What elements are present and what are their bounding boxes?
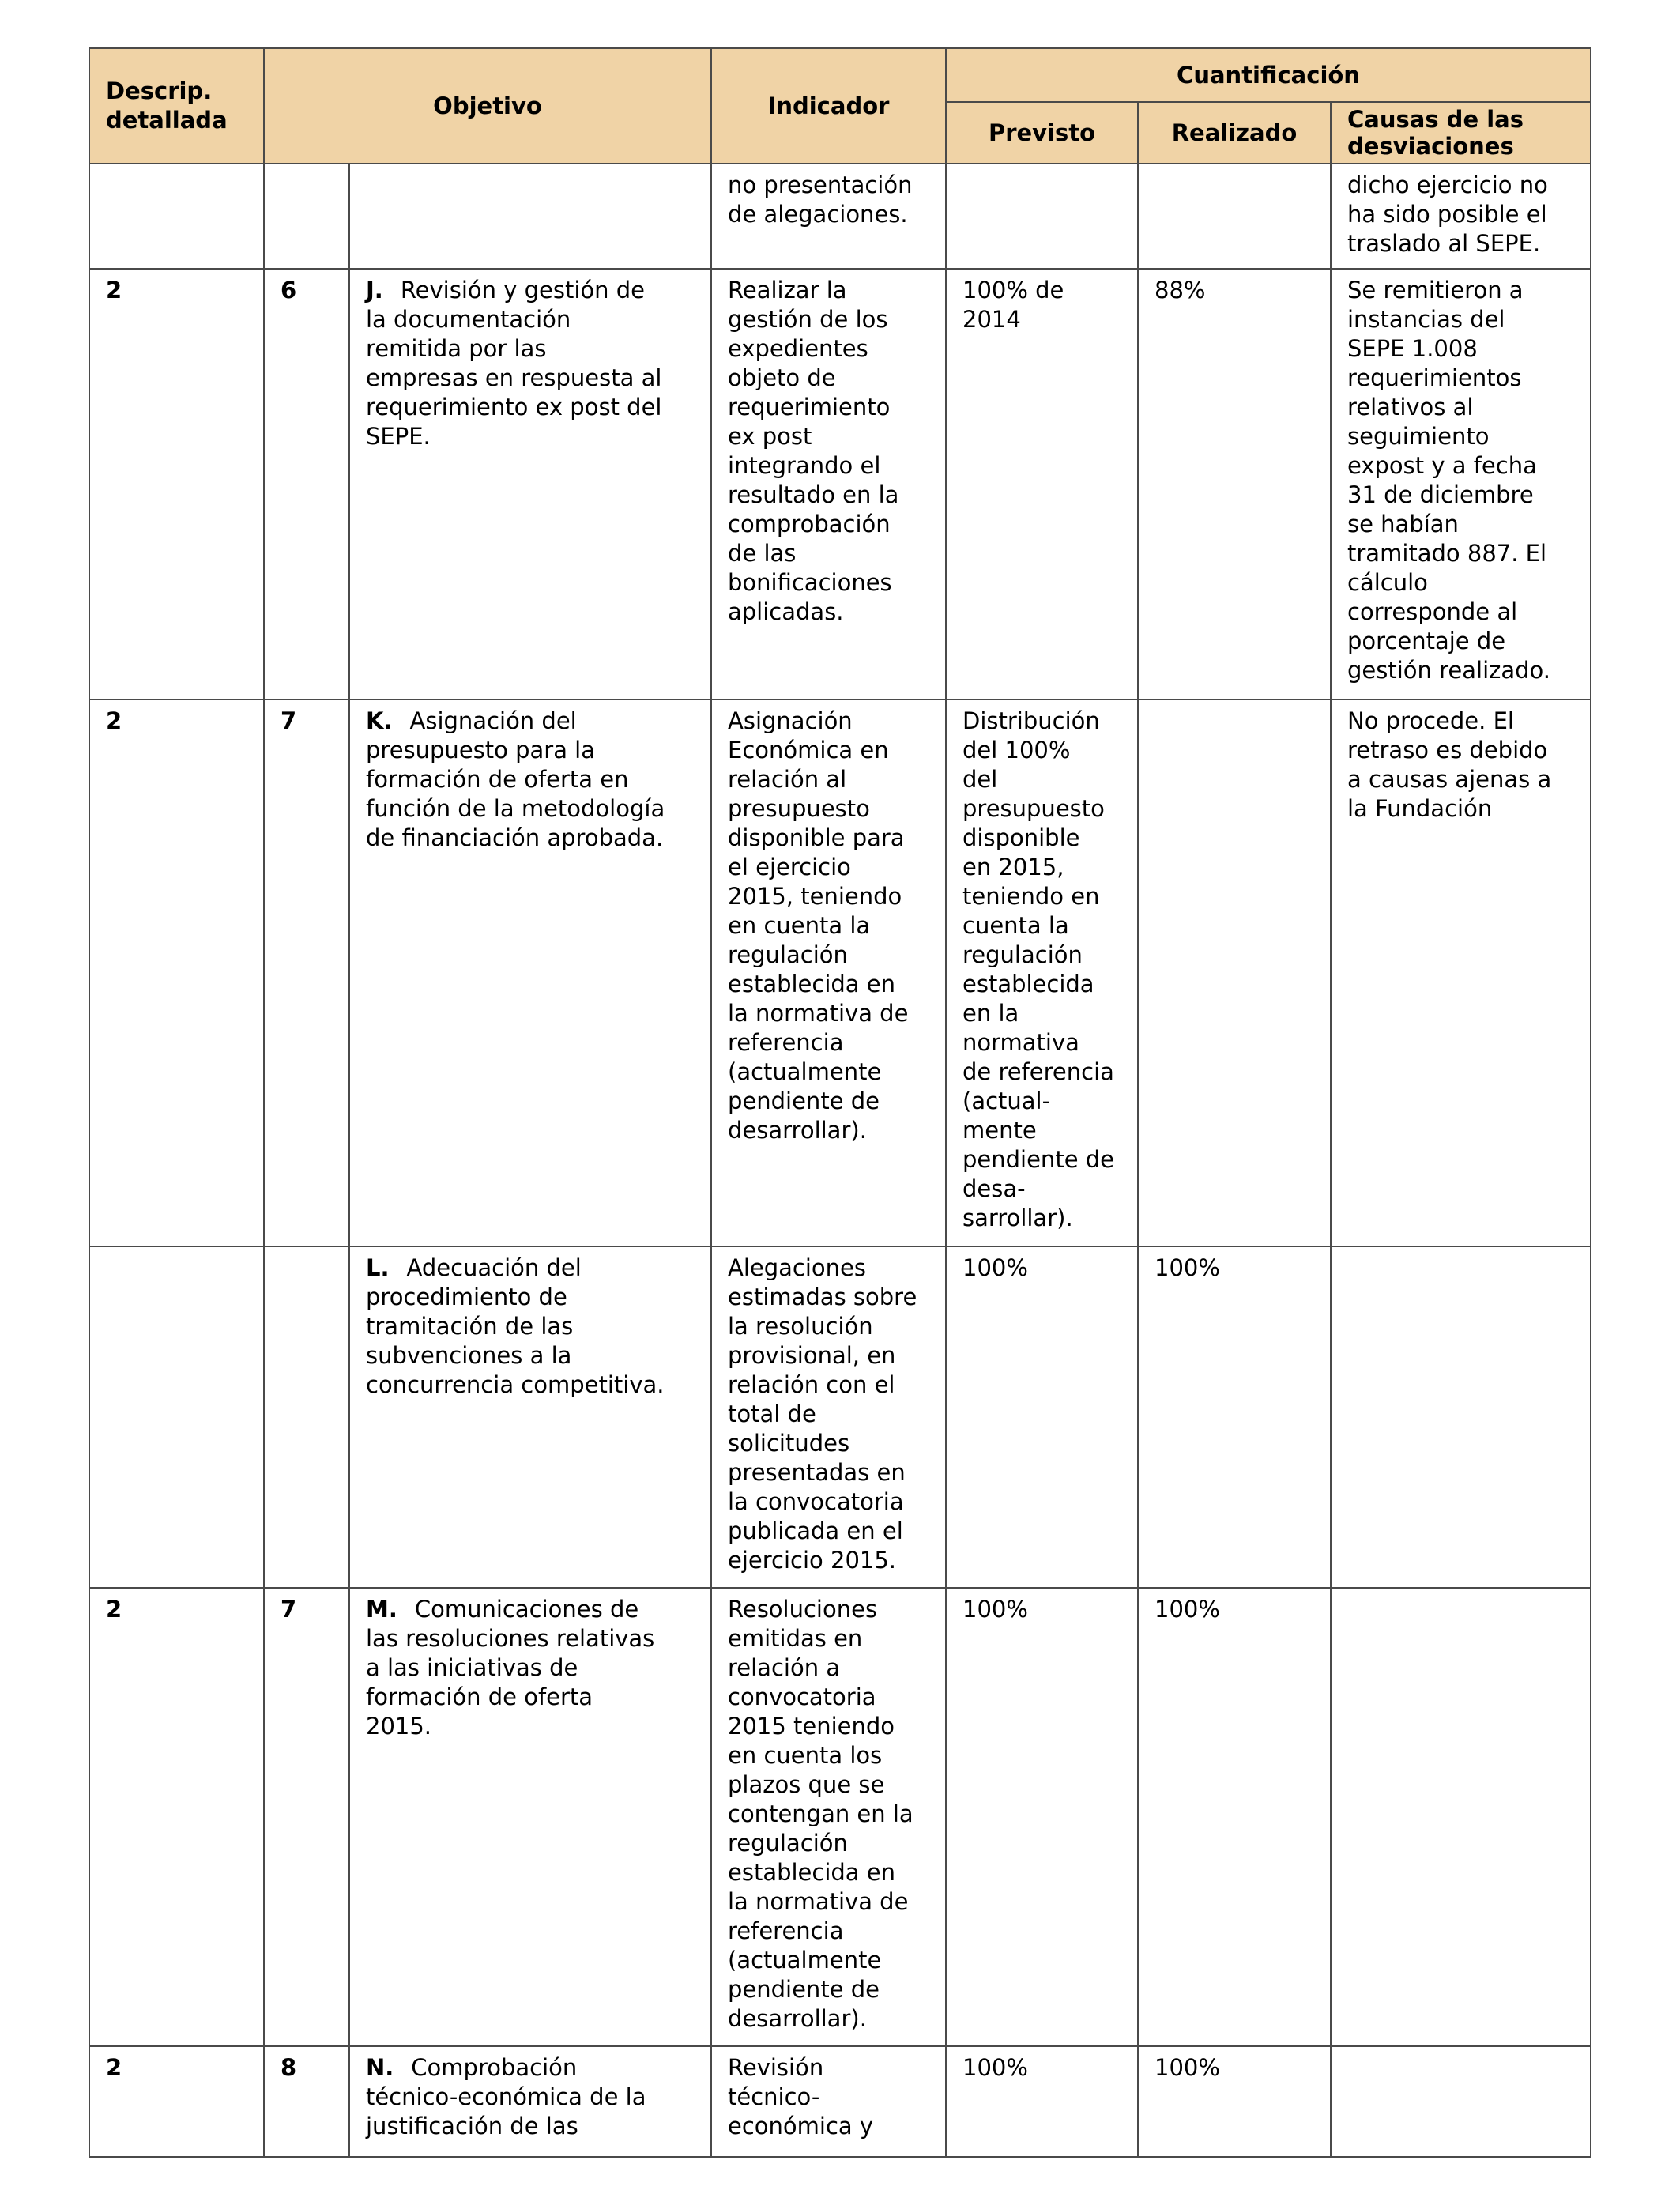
cell-objetivo <box>349 164 711 269</box>
cell-objetivo <box>349 1588 711 2046</box>
cell-previsto: Distribución del 100% del presupuesto disponible en 2015, teniendo en cuenta la regulación establecida en la normativa de referencia (actual- mente pendiente de desa- sarrollar). <box>946 699 1138 1246</box>
table-body <box>89 164 1591 2157</box>
cell-realizado: 100% <box>1138 2046 1331 2157</box>
cell-realizado: 100% <box>1138 1246 1331 1588</box>
cell-realizado: 88% <box>1138 269 1331 699</box>
cell-objetivo <box>349 1246 711 1588</box>
cell-descrip: 2 <box>89 1588 264 2046</box>
table-row <box>89 2046 1591 2157</box>
header-previsto: Previsto <box>946 102 1138 164</box>
table-row <box>89 269 1591 699</box>
cell-realizado <box>1138 699 1331 1246</box>
header-realizado: Realizado <box>1138 102 1331 164</box>
cell-indicador: Realizar la gestión de los expedientes objeto de requerimiento ex post integrando el resultado en la comprobación de las bonificaciones aplicadas. <box>711 269 946 699</box>
cell-indicador: no presentación de alegaciones. <box>711 164 946 269</box>
header-indicador: Indicador <box>711 48 946 164</box>
objective-text: Asignación del presupuesto para la formación de oferta en función de la metodología de financiación aprobada. <box>366 707 665 851</box>
objective-text: Comunicaciones de las resoluciones relativas a las iniciativas de formación de oferta 2015. <box>366 1596 655 1740</box>
cell-number: 7 <box>264 699 349 1246</box>
cell-causas <box>1331 1588 1591 2046</box>
cell-descrip <box>89 164 264 269</box>
header-causas: Causas de las desviaciones <box>1331 102 1591 164</box>
cell-descrip <box>89 1246 264 1588</box>
cell-descrip: 2 <box>89 699 264 1246</box>
cell-previsto <box>946 164 1138 269</box>
objective-letter: N. <box>366 2054 394 2081</box>
header-cuantificacion: Cuantificación <box>946 48 1591 102</box>
cell-realizado: 100% <box>1138 1588 1331 2046</box>
cell-objetivo <box>349 699 711 1246</box>
objectives-table <box>89 47 1591 2158</box>
cell-previsto: 100% de 2014 <box>946 269 1138 699</box>
objective-text: Comprobación técnico-económica de la justificación de las <box>366 2054 646 2139</box>
table-row <box>89 699 1591 1246</box>
cell-causas <box>1331 2046 1591 2157</box>
cell-number: 7 <box>264 1588 349 2046</box>
cell-causas: No procede. El retraso es debido a causas ajenas a la Fundación <box>1331 699 1591 1246</box>
cell-causas: dicho ejercicio no ha sido posible el traslado al SEPE. <box>1331 164 1591 269</box>
objective-letter: J. <box>366 277 383 303</box>
table-row <box>89 164 1591 269</box>
cell-number: 8 <box>264 2046 349 2157</box>
header-descrip: Descrip. detallada <box>89 48 264 164</box>
cell-objetivo <box>349 269 711 699</box>
cell-previsto: 100% <box>946 1588 1138 2046</box>
objective-letter: K. <box>366 707 393 734</box>
cell-causas: Se remitieron a instancias del SEPE 1.008 requerimientos relativos al seguimiento expost y a fecha 31 de diciembre se habían tramitado 887. El cálculo corresponde al porcentaje de gestión realizado. <box>1331 269 1591 699</box>
cell-indicador: Resoluciones emitidas en relación a convocatoria 2015 teniendo en cuenta los plazos que se contengan en la regulación establecida en la normativa de referencia (actualmente pendiente de desarrollar). <box>711 1588 946 2046</box>
objective-text: Adecuación del procedimiento de tramitación de las subvenciones a la concurrencia competitiva. <box>366 1254 665 1398</box>
objective-text: Revisión y gestión de la documentación remitida por las empresas en respuesta al requerimiento ex post del SEPE. <box>366 277 662 450</box>
cell-indicador: Asignación Económica en relación al presupuesto disponible para el ejercicio 2015, teniendo en cuenta la regulación establecida en la normativa de referencia (actualmente pendiente de desarrollar). <box>711 699 946 1246</box>
table-row <box>89 1246 1591 1588</box>
objective-letter: M. <box>366 1596 397 1623</box>
cell-causas <box>1331 1246 1591 1588</box>
cell-number <box>264 164 349 269</box>
header-row <box>89 48 1591 102</box>
cell-realizado <box>1138 164 1331 269</box>
cell-descrip: 2 <box>89 2046 264 2157</box>
header-objetivo: Objetivo <box>264 48 711 164</box>
objective-letter: L. <box>366 1254 390 1281</box>
cell-objetivo <box>349 2046 711 2157</box>
cell-previsto: 100% <box>946 1246 1138 1588</box>
cell-indicador: Alegaciones estimadas sobre la resolución provisional, en relación con el total de solicitudes presentadas en la convocatoria publicada en el ejercicio 2015. <box>711 1246 946 1588</box>
cell-number: 6 <box>264 269 349 699</box>
cell-indicador: Revisión técnico- económica y <box>711 2046 946 2157</box>
table-row <box>89 1588 1591 2046</box>
cell-number <box>264 1246 349 1588</box>
cell-previsto: 100% <box>946 2046 1138 2157</box>
cell-descrip: 2 <box>89 269 264 699</box>
